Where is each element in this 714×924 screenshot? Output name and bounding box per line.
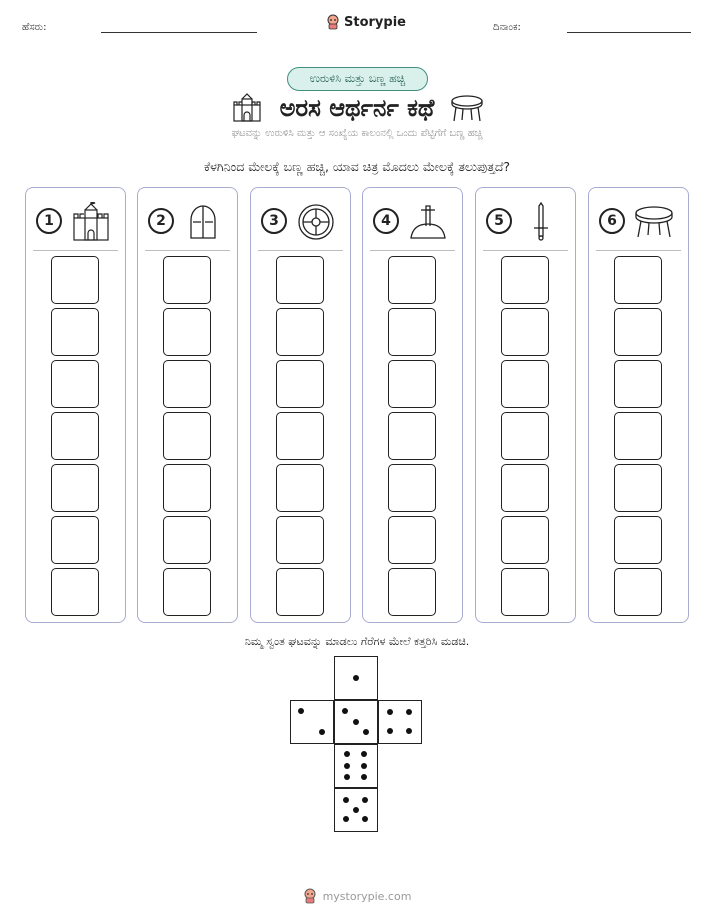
color-box[interactable] [51, 360, 99, 408]
column-divider [596, 250, 681, 251]
activity-tag: ಉರುಳಿಸಿ ಮತ್ತು ಬಣ್ಣ ಹಚ್ಚಿ [287, 67, 428, 91]
castle-icon [70, 202, 112, 242]
name-label: ಹೆಸರು: [22, 22, 47, 33]
footer [0, 888, 714, 904]
color-box[interactable] [276, 256, 324, 304]
color-box[interactable] [51, 516, 99, 564]
column-number: 2 [148, 208, 174, 234]
round-table-icon [450, 93, 484, 123]
die-pip [319, 729, 325, 735]
color-box[interactable] [276, 360, 324, 408]
die-face-6 [334, 744, 378, 788]
color-box[interactable] [614, 568, 662, 616]
die-pip [342, 708, 348, 714]
color-box[interactable] [614, 516, 662, 564]
sword-in-stone-icon [407, 202, 449, 242]
round-table-icon [633, 202, 675, 242]
column-divider [370, 250, 455, 251]
die-pip [344, 751, 350, 757]
page-title: ಅರಸ ಆರ್ಥರ್ನ ಕಥೆ [279, 94, 435, 122]
storypie-mascot-icon [303, 888, 317, 904]
die-pip [361, 763, 367, 769]
color-box[interactable] [501, 412, 549, 460]
color-box[interactable] [276, 516, 324, 564]
die-pip [343, 797, 349, 803]
color-box[interactable] [388, 256, 436, 304]
color-box[interactable] [501, 308, 549, 356]
brand-name: Storypie [344, 14, 406, 30]
color-box[interactable] [388, 464, 436, 512]
column-divider [33, 250, 118, 251]
date-label: ದಿನಾಂಕ: [493, 22, 521, 33]
die-face-2 [290, 700, 334, 744]
die-pip [344, 763, 350, 769]
die-face-5 [334, 788, 378, 832]
color-box[interactable] [276, 308, 324, 356]
die-face-1 [334, 656, 378, 700]
color-box[interactable] [614, 464, 662, 512]
color-box[interactable] [163, 516, 211, 564]
question: ಕೆಳಗಿನಿಂದ ಮೇಲಕ್ಕೆ ಬಣ್ಣ ಹಚ್ಚಿ, ಯಾವ ಚಿತ್ರ ಮೊದಲು ಮೇಲಕ್ಕೆ ತಲುಪುತ್ತದೆ? [203, 159, 511, 174]
color-box[interactable] [51, 308, 99, 356]
die-face-4 [378, 700, 422, 744]
die-pip [298, 708, 304, 714]
color-box[interactable] [51, 412, 99, 460]
column-divider [483, 250, 568, 251]
color-box[interactable] [163, 568, 211, 616]
color-box[interactable] [163, 256, 211, 304]
color-box[interactable] [614, 256, 662, 304]
column-number: 3 [261, 208, 287, 234]
column-number: 6 [599, 208, 625, 234]
die-pip [362, 797, 368, 803]
die-pip [387, 709, 393, 715]
color-box[interactable] [51, 568, 99, 616]
color-box[interactable] [501, 568, 549, 616]
column-5 [475, 187, 576, 623]
color-box[interactable] [163, 360, 211, 408]
color-box[interactable] [51, 464, 99, 512]
die-pip [406, 728, 412, 734]
column-divider [258, 250, 343, 251]
color-box[interactable] [614, 308, 662, 356]
column-6 [588, 187, 689, 623]
color-box[interactable] [388, 360, 436, 408]
die-pip [362, 816, 368, 822]
color-box[interactable] [501, 516, 549, 564]
column-number: 4 [373, 208, 399, 234]
die-pip [353, 807, 359, 813]
die-pip [353, 675, 359, 681]
color-box[interactable] [388, 412, 436, 460]
die-instruction: ನಿಮ್ಮ ಸ್ವಂತ ಘಟವನ್ನು ಮಾಡಲು ಗೆರೆಗಳ ಮೇಲೆ ಕತ್ತರಿಸಿ ಮಡಚಿ. [244, 635, 470, 648]
color-box[interactable] [388, 568, 436, 616]
title-row [0, 92, 714, 124]
color-box[interactable] [614, 360, 662, 408]
die-pip [361, 751, 367, 757]
name-field[interactable] [101, 32, 257, 33]
color-box[interactable] [163, 464, 211, 512]
color-box[interactable] [276, 412, 324, 460]
color-box[interactable] [501, 464, 549, 512]
die-pip [353, 719, 359, 725]
color-box[interactable] [388, 516, 436, 564]
die-pip [387, 728, 393, 734]
color-box[interactable] [276, 464, 324, 512]
color-box[interactable] [388, 308, 436, 356]
color-box[interactable] [163, 308, 211, 356]
color-box[interactable] [614, 412, 662, 460]
column-divider [145, 250, 230, 251]
helmet-icon [182, 202, 224, 242]
storypie-mascot-icon [326, 14, 340, 30]
sword-icon [520, 202, 562, 242]
die-net [290, 656, 424, 834]
die-pip [344, 774, 350, 780]
column-number: 5 [486, 208, 512, 234]
color-box[interactable] [51, 256, 99, 304]
column-2 [137, 187, 238, 623]
column-number: 1 [36, 208, 62, 234]
die-pip [361, 774, 367, 780]
date-field[interactable] [567, 32, 691, 33]
castle-icon [230, 93, 264, 123]
die-pip [343, 816, 349, 822]
brand-logo [326, 14, 406, 30]
die-pip [363, 729, 369, 735]
color-box[interactable] [501, 360, 549, 408]
column-1 [25, 187, 126, 623]
color-box[interactable] [163, 412, 211, 460]
column-4 [362, 187, 463, 623]
footer-url: mystorypie.com [322, 889, 412, 903]
color-box[interactable] [501, 256, 549, 304]
subtitle: ಘಟವನ್ನು ಉರುಳಿಸಿ ಮತ್ತು ಆ ಸಂಖ್ಯೆಯ ಕಾಲಂನಲ್ಲಿ ಒಂದು ಪೆಟ್ಟಿಗೆಗೆ ಬಣ್ಣ ಹಚ್ಚಿ [231, 128, 483, 139]
die-pip [406, 709, 412, 715]
color-box[interactable] [276, 568, 324, 616]
column-3 [250, 187, 351, 623]
shield-icon [295, 202, 337, 242]
die-face-3 [334, 700, 378, 744]
